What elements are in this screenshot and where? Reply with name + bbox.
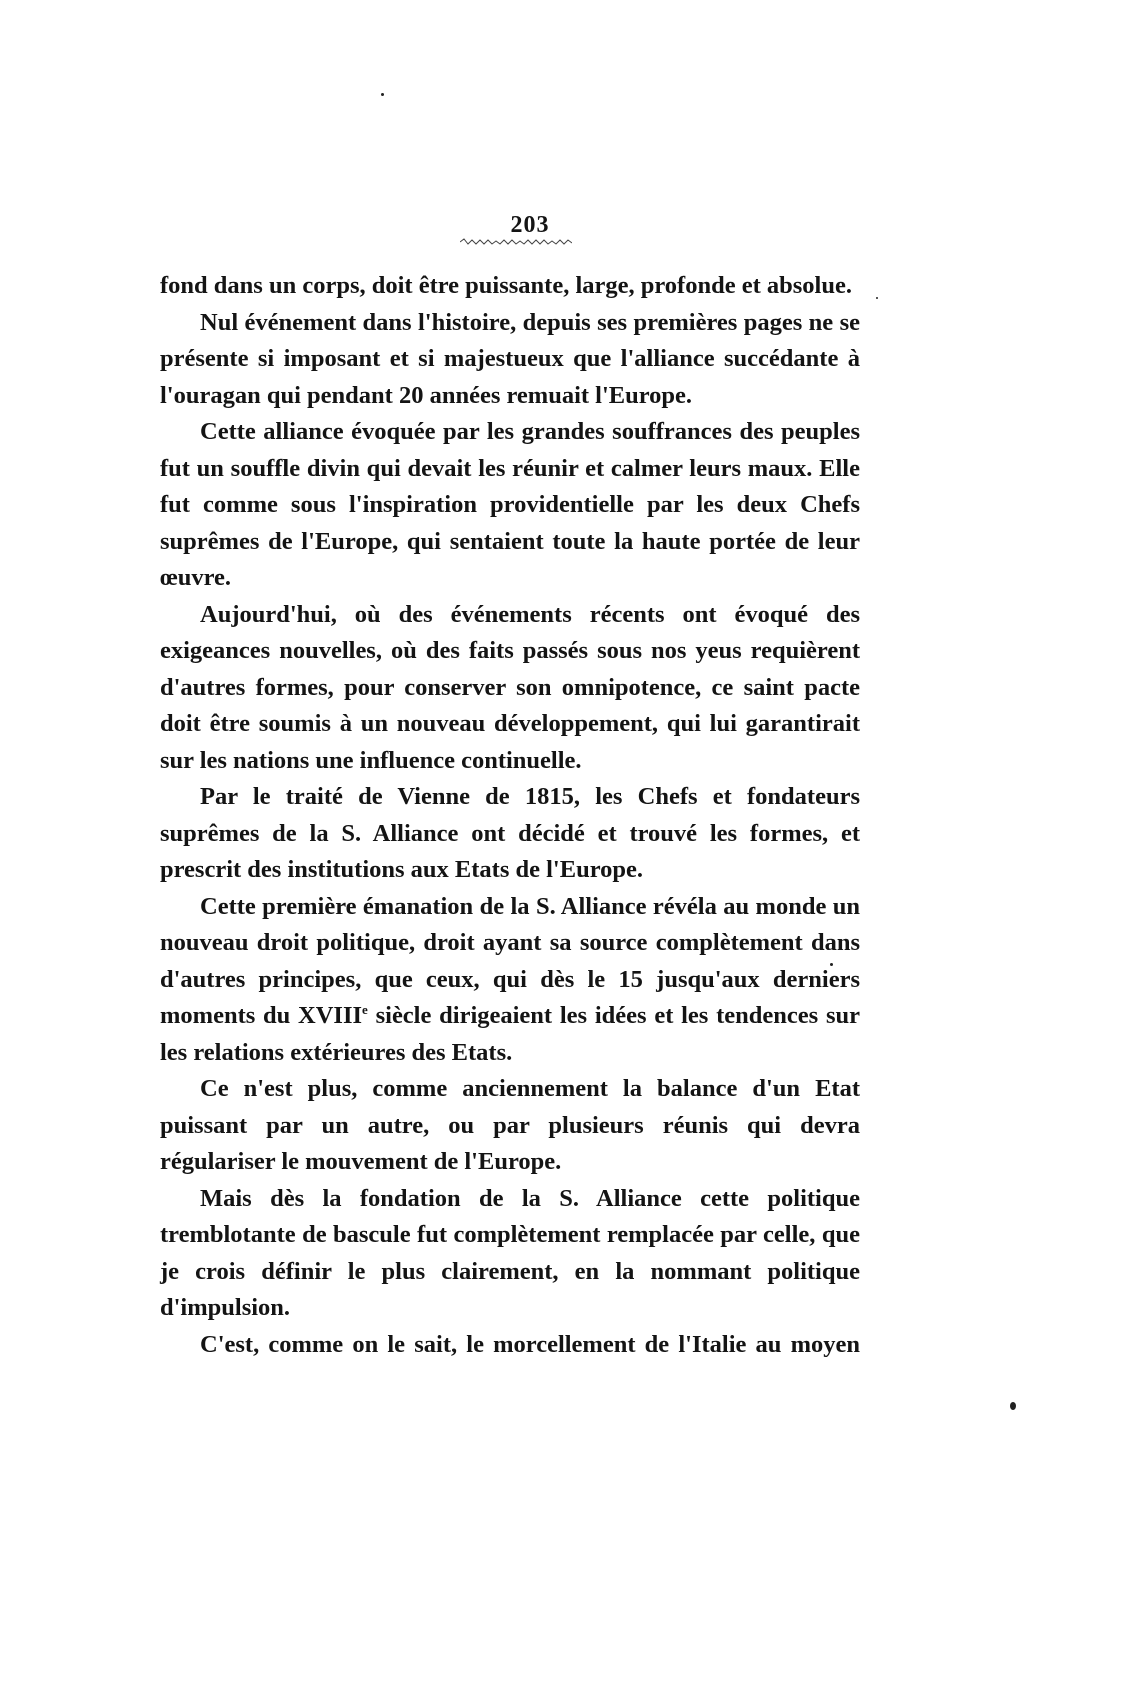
paragraph: C'est, comme on le sait, le morcellement de l'Italie au moyen (200, 1330, 860, 1358)
paragraph: Nul événement dans l'histoire, depuis ses premières pages ne se présente si imposant et si majestueux que l'alliance succédante à l'ouragan qui pendant 20 années remuait l'Europe. (160, 308, 860, 409)
paragraph: Mais dès la fondation de la S. Alliance cette politique tremblotante de bascule fut complètement remplacée par celle, que je crois définir le plus clairement, en la nommant politique d'impulsion. (160, 1184, 860, 1321)
paragraph-text: Cette première émanation de la S. Alliance révéla au monde un nouveau droit politique, droit ayant sa source complètement dans d'autres principes, que ceux, qui dès le 15 jusqu'aux derniers moments du XVIII (160, 892, 860, 1029)
paragraph: Ce n'est plus, comme anciennement la balance d'un Etat puissant par un autre, ou par plusieurs réunis qui devra régulariser le mouvement de l'Europe. (160, 1075, 860, 1175)
page-number: 203 (510, 212, 550, 238)
paragraph: Aujourd'hui, où des événements récents ont évoqué des exigeances nouvelles, où des faits passés sous nos yeus requièrent d'autres formes, pour conserver son omnipotence, ce saint pacte doit être soumis à un nouveau développement, qui lui garantirait sur les nations une influence continuelle. (160, 600, 860, 774)
paragraph: fond dans un corps, doit être puissante, large, profonde et absolue. (160, 272, 852, 299)
superscript: e (362, 1001, 368, 1017)
ink-speck (381, 93, 384, 96)
paragraph-text: siècle dirigeaient les idées et les tendences sur les relations extérieures des Etats. (160, 1002, 860, 1066)
ink-speck (876, 297, 878, 299)
paragraph: Cette alliance évoquée par les grandes souffrances des peuples fut un souffle divin qui devait les réunir et calmer leurs maux. Elle fut comme sous l'inspiration providentielle par les deux Chefs suprêmes de l'Europe, qui sentaient toute la haute portée de leur œuvre. (160, 418, 860, 591)
paragraph: Par le traité de Vienne de 1815, les Chefs et fondateurs suprêmes de la S. Alliance ont décidé et trouvé les formes, et prescrit des institutions aux Etats de l'Europe. (160, 783, 860, 883)
paragraph (160, 889, 860, 1072)
decorative-rule (460, 238, 572, 246)
body-text (160, 268, 860, 1363)
ink-speck (1010, 1402, 1016, 1410)
